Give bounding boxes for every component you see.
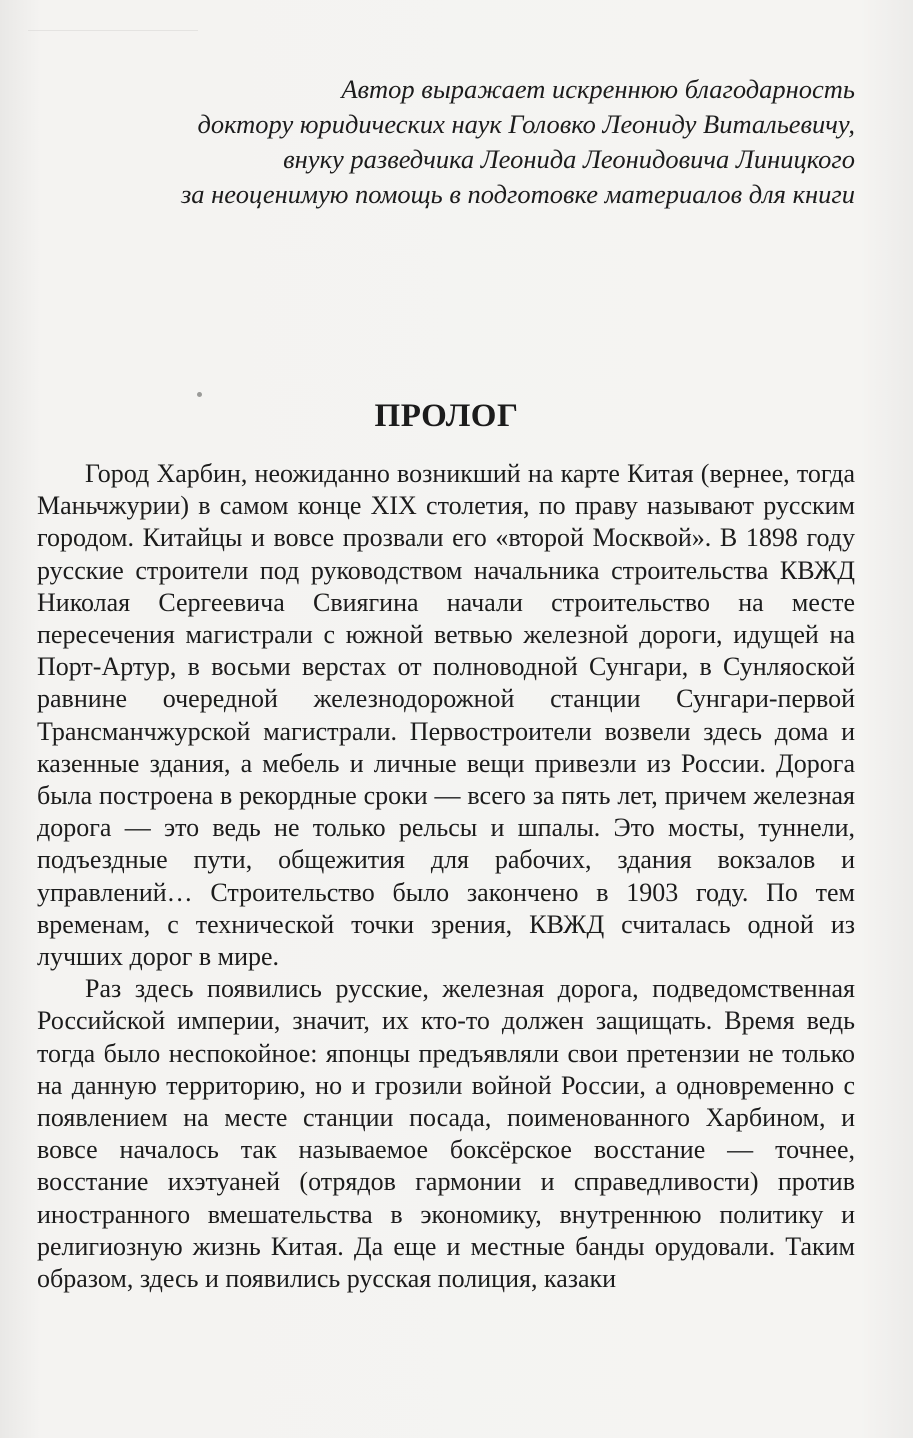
- dedication: [35, 72, 855, 212]
- chapter-title: ПРОЛОГ: [374, 398, 519, 434]
- chapter-body: [37, 458, 855, 1295]
- dedication-line: за неоценимую помощь в подготовке материалов для книги: [180, 179, 855, 209]
- dedication-line: доктору юридических наук Головко Леониду Витальевичу,: [197, 109, 855, 139]
- paragraph: Город Харбин, неожиданно возникший на карте Китая (вернее, тогда Маньчжурии) в самом конце XIX столетия, по праву называют русским городом. Китайцы и вовсе прозвали его «второй Москвой». В 1898 году русские строители под руководством начальника строительства КВЖД Николая Сергеевича Свиягина начали строительство на месте пересечения магистрали с южной ветвью железной дороги, идущей на Порт-Артур, в восьми верстах от полноводной Сунгари, в Сунляоской равнине очередной железнодорожной станции Сунгари-первой Трансманчжурской магистрали. Первостроители возвели здесь дома и казенные здания, а мебель и личные вещи привезли из России. Дорога была построена в рекордные сроки — всего за пять лет, причем железная дорога — это ведь не только рельсы и шпалы. Это мосты, туннели, подъездные пути, общежития для рабочих, здания вокзалов и управлений… Строительство было закончено в 1903 году. По тем временам, с технической точки зрения, КВЖД считалась одной из лучших дорог в мире.: [37, 459, 855, 972]
- bleed-through-header: [28, 16, 198, 31]
- paragraph: Раз здесь появились русские, железная дорога, подведомственная Российской империи, значит, их кто-то должен защищать. Время ведь тогда было неспокойное: японцы предъявляли свои претензии не только на данную территорию, но и грозили войной России, а одновременно с появлением на месте станции посада, поименованного Харбином, и вовсе началось так называемое боксёрское восстание — точнее, восстание ихэтуаней (отрядов гармонии и справедливости) против иностранного вмешательства в экономику, внутреннюю политику и религиозную жизнь Китая. Да еще и местные банды орудовали. Таким образом, здесь и появились русская полиция, казаки: [37, 974, 855, 1294]
- dedication-line: Автор выражает искреннюю благодарность: [341, 74, 855, 104]
- dedication-line: внуку разведчика Леонида Леонидовича Линицкого: [283, 144, 855, 174]
